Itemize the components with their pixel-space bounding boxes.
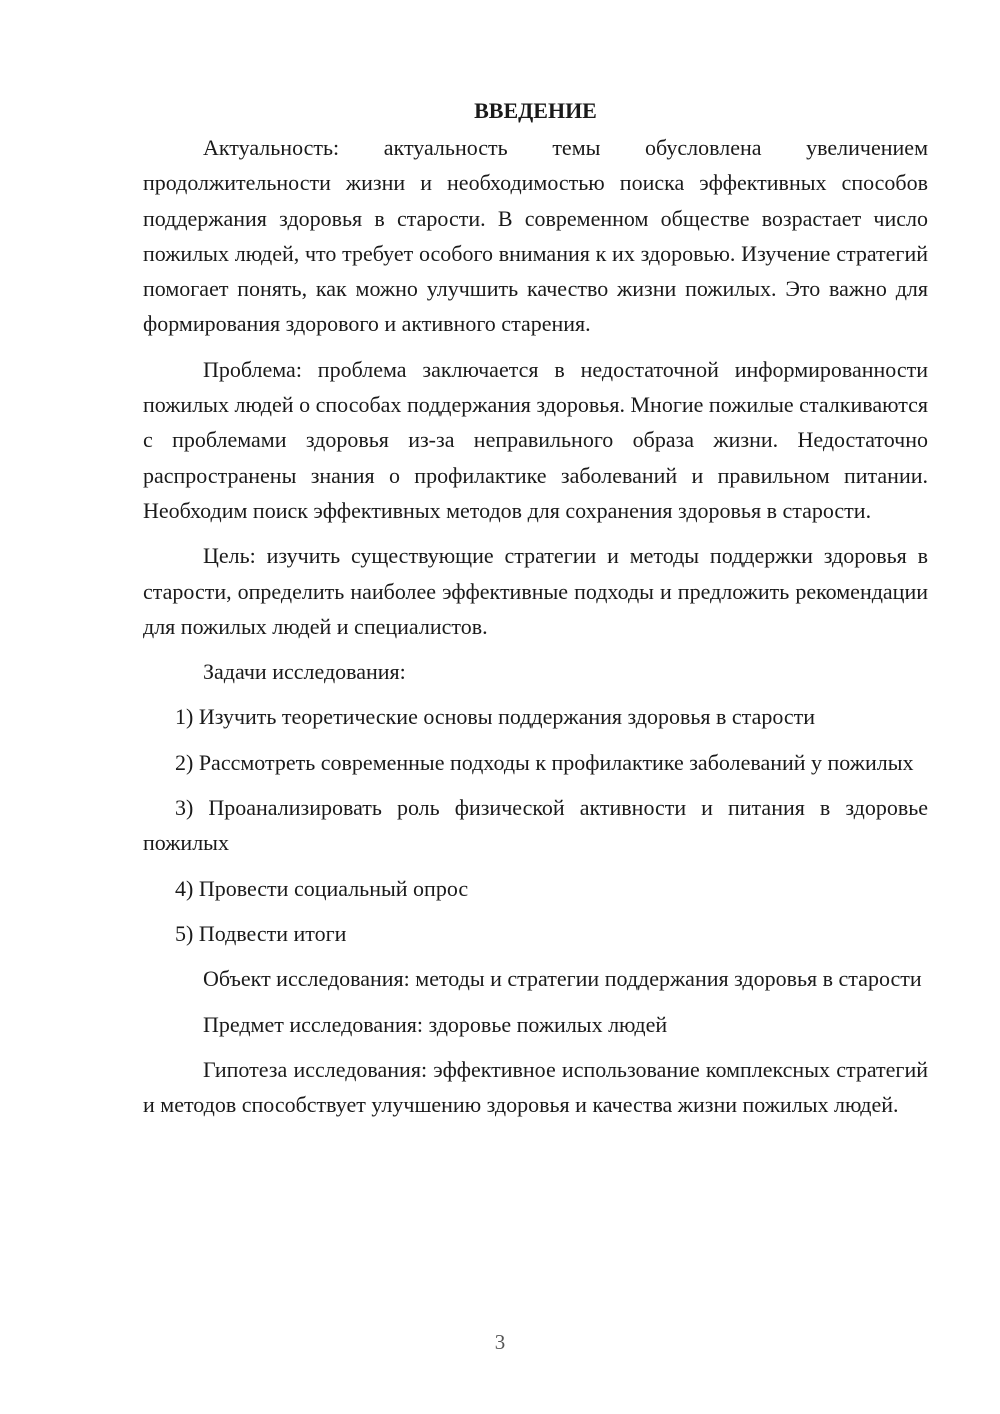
page-number: 3 [494,1330,506,1354]
problem-paragraph: Проблема: проблема заключается в недостаточной информированности пожилых людей о способах поддержания здоровья. Многие пожилые сталкиваются с проблемами здоровья из-за неправильного образа жизни. Недостаточно распространены знания о профилактике заболеваний и правильном питании. Необходим поиск эффективных методов для сохранения здоровья в старости. [143,356,928,523]
subject-paragraph: Предмет исследования: здоровье пожилых людей [203,1011,668,1037]
task-item: 1) Изучить теоретические основы поддержания здоровья в старости [175,704,816,730]
task-item: 2) Рассмотреть современные подходы к профилактике заболеваний у пожилых [175,749,914,775]
goal-paragraph: Цель: изучить существующие стратегии и методы поддержки здоровья в старости, определить наиболее эффективные подходы и предложить рекомендации для пожилых людей и специалистов. [143,543,928,639]
relevance-paragraph: Актуальность: актуальность темы обусловлена увеличением продолжительности жизни и необходимостью поиска эффективных способов поддержания здоровья в старости. В современном обществе возрастает число пожилых людей, что требует особого внимания к их здоровью. Изучение стратегий помогает понять, как можно улучшить качество жизни пожилых. Это важно для формирования здорового и активного старения. [143,135,928,337]
object-paragraph: Объект исследования: методы и стратегии поддержания здоровья в старости [203,966,922,992]
document-page [143,92,928,1132]
tasks-heading: Задачи исследования: [203,659,406,685]
task-item: 5) Подвести итоги [175,920,347,946]
task-item: 4) Провести социальный опрос [175,875,469,901]
hypothesis-paragraph: Гипотеза исследования: эффективное использование комплексных стратегий и методов способствует улучшению здоровья и качества жизни пожилых людей. [143,1056,928,1118]
page-title: ВВЕДЕНИЕ [474,98,597,123]
task-item: 3) Проанализировать роль физической активности и питания в здоровье пожилых [143,795,928,856]
